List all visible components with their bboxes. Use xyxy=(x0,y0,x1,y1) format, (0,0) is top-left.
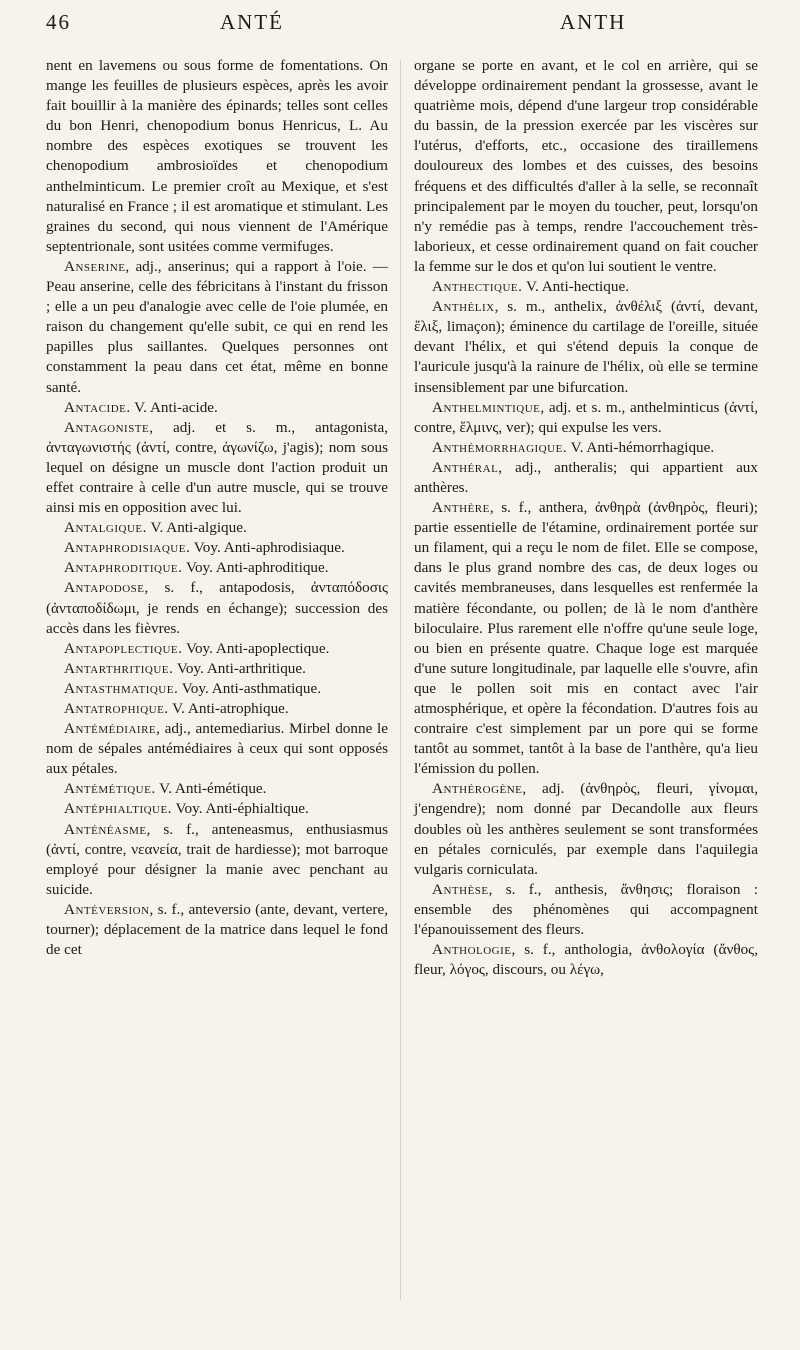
entry-headword: Anthémorrhagique. xyxy=(432,438,568,456)
entry-headword: Anthère xyxy=(432,499,490,517)
entry-text: V. Anti-hectique. xyxy=(522,278,630,296)
entry-text: V. Anti-émétique. xyxy=(155,780,267,798)
left-column xyxy=(46,56,388,960)
entry-headword: Anténéasme xyxy=(64,820,147,838)
dictionary-entry xyxy=(414,940,758,980)
entry-text: , adj. (ἀνθηρὸς, fleuri, γίνομαι, j'engendre); nom donné par Decandolle aux fleurs doubles où les anthères seulement se sont transformées en pétales corniculés, par exemple dans l'aquilegia vulgaris corniculata. xyxy=(414,780,758,878)
dictionary-entry xyxy=(46,639,388,659)
dictionary-entry xyxy=(414,297,758,397)
entry-headword: Antaphrodisiaque. xyxy=(64,539,191,557)
dictionary-entry xyxy=(414,56,758,277)
running-head-right: ANTH xyxy=(560,10,627,34)
entry-headword: Antatrophique. xyxy=(64,700,169,717)
entry-text: , s. f., anteversio (ante, devant, vertere, tourner); déplacement de la matrice dans lequel le fond de cet xyxy=(46,900,388,959)
dictionary-entry xyxy=(46,699,388,719)
column-divider xyxy=(400,60,401,1300)
dictionary-entry xyxy=(46,418,388,518)
dictionary-entry xyxy=(46,659,388,679)
entry-text: Voy. Anti-asthmatique. xyxy=(178,679,322,697)
entry-text: , adj., antemediarius. Mirbel donne le nom de sépales antémédiaires à ceux qui sont opposés aux pétales. xyxy=(46,720,388,778)
dictionary-entry xyxy=(46,257,388,398)
dictionary-entry xyxy=(414,398,758,438)
dictionary-entry xyxy=(46,558,388,578)
entry-text: , adj., anserinus; qui a rapport à l'oie. — Peau anserine, celle des fébricitans à l'instant du frisson ; elle a un peu d'analogie avec celle de l'oie plumée, en raison du changement qu'elle subit, ce qui en rend les papilles plus saillantes. Quelques personnes ont constamment la peau dans cet état, même en bonne santé. xyxy=(46,257,388,396)
entry-headword: Antacide. xyxy=(64,398,131,416)
dictionary-entry xyxy=(414,779,758,879)
entry-text: Voy. Anti-apoplectique. xyxy=(182,639,330,657)
entry-headword: Antaphroditique. xyxy=(64,559,183,577)
entry-text: , adj., antheralis; qui appartient aux anthères. xyxy=(414,458,758,496)
entry-headword: Anthèse xyxy=(432,880,489,898)
entry-headword: Anthologie xyxy=(432,941,512,959)
entry-headword: Antapoplectique. xyxy=(64,639,183,657)
entry-text: , s. f., antapodosis, ἀνταπόδοσις (ἀνταποδίδωμι, je rends en échange); succession des accès dans les fièvres. xyxy=(46,579,388,637)
entry-text: V. Anti-acide. xyxy=(130,398,218,416)
running-head-left: ANTÉ xyxy=(220,10,284,34)
dictionary-entry xyxy=(414,438,758,458)
entry-text: , s. f., anthera, ἀνθηρὰ (ἀνθηρὸς, fleuri); partie essentielle de l'étamine, ordinairement portée sur un filament, qui a reçu le nom de filet. Elle se compose, dans le plus grand nombre des cas, de deux loges ou cavités membraneuses, dans lesquelles est renfermée la matière fécondante, ou pollen; de là le nom d'anthère biloculaire. Plus rarement elle n'offre qu'une seule loge, ou bien en présente quatre. Chaque loge est marquée d'une suture longitudinale, par laquelle elle s'ouvre, afin que le pollen soit mis en contact avec l'air atmosphérique, et opère la fécondation. D'autres fois au contraire c'est simplement par un pore qui se forme tantôt au sommet, tantôt à la base de l'anthère, qu'a lieu l'émission du pollen. xyxy=(414,499,758,778)
entry-text: V. Anti-algique. xyxy=(146,519,247,537)
entry-text: , s. f., anthologia, ἀνθολογία (ἄνθος, fleur, λόγος, discours, ou λέγω, xyxy=(414,941,758,979)
entry-headword: Antéphialtique. xyxy=(64,800,173,818)
entry-text: Voy. Anti-arthritique. xyxy=(173,659,306,677)
entry-headword: Anserine xyxy=(64,257,126,275)
dictionary-entry xyxy=(414,277,758,297)
entry-headword: Antémédiaire xyxy=(64,720,157,738)
page-number: 46 xyxy=(46,10,71,34)
entry-text: organe se porte en avant, et le col en arrière, qui se développe ordinairement pendant la grossesse, avant le quatrième mois, dépend d'une largeur trop considérable du bassin, de la pression exercée par les viscères sur l'utérus, d'efforts, etc., occasione des tiraillemens douloureux des lombes et des cuisses, des besoins fréquens et des difficultés d'aller à la selle, se reconnaît principalement par le moyen du toucher, peut, lorsqu'on n'y remédie pas à temps, rendre l'accouchement très-laborieux, et cesse ordinairement quand on fait coucher la femme sur le dos et qu'on lui soutient le ventre. xyxy=(414,57,758,275)
dictionary-entry xyxy=(46,799,388,819)
dictionary-entry xyxy=(414,458,758,498)
entry-text: V. Anti-atrophique. xyxy=(168,700,289,717)
dictionary-entry xyxy=(46,518,388,538)
entry-text: Voy. Anti-éphialtique. xyxy=(172,800,309,818)
entry-text: , s. f., anthesis, ἄνθησις; floraison : ensemble des phénomènes qui accompagnent l'épanouissement des fleurs. xyxy=(414,880,758,939)
right-column xyxy=(414,56,758,980)
dictionary-entry xyxy=(46,820,388,900)
entry-headword: Anthectique. xyxy=(432,278,523,296)
entry-text: , adj. et s. m., antagonista, ἀνταγωνιστής (ἀντί, contre, ἀγωνίζω, j'agis); nom sous lequel on désigne un muscle dont l'action produit un effet contraire à celle d'un autre muscle, qui se trouve ainsi mis en opposition avec lui. xyxy=(46,418,388,517)
entry-text: Voy. Anti-aphroditique. xyxy=(182,559,329,577)
entry-text: Voy. Anti-aphrodisiaque. xyxy=(190,539,345,557)
entry-text: V. Anti-hémorrhagique. xyxy=(567,438,715,456)
entry-headword: Anthérogène xyxy=(432,780,523,798)
entry-headword: Antagoniste xyxy=(64,418,150,436)
dictionary-entry xyxy=(46,900,388,960)
dictionary-entry xyxy=(414,880,758,940)
entry-headword: Antapodose xyxy=(64,579,145,597)
entry-headword: Antalgique. xyxy=(64,519,147,537)
dictionary-entry xyxy=(46,538,388,558)
dictionary-entry xyxy=(46,719,388,779)
entry-text: nent en lavemens ou sous forme de fomentations. On mange les feuilles de plusieurs espèces, après les avoir fait bouillir à la manière des épinards; telles sont celles du bon Henri, chenopodium bonus Henricus, L. Au nombre des espèces exotiques se trouvent les chenopodium ambrosioïdes et chenopodium anthelminticum. Le premier croît au Mexique, et s'est naturalisé en France ; il est aromatique et stimulant. Les graines du second, qui nous viennent de l'Amérique septentrionale, sont usitées comme vermifuges. xyxy=(46,57,388,255)
dictionary-entry xyxy=(46,578,388,638)
dictionary-entry xyxy=(46,679,388,699)
entry-headword: Antéversion xyxy=(64,900,150,918)
entry-text: , adj. et s. m., anthelminticus (ἀντί, contre, ἕλμινς, ver); qui expulse les vers. xyxy=(414,398,758,436)
entry-headword: Antasthmatique. xyxy=(64,679,179,697)
dictionary-entry xyxy=(46,779,388,799)
dictionary-entry xyxy=(46,398,388,418)
entry-text: , s. f., anteneasmus, enthusiasmus (ἀντί, contre, νεανεία, trait de hardiesse); mot barroque employé pour désigner la manie avec penchant au suicide. xyxy=(46,820,388,898)
entry-text: , s. m., anthelix, ἀνθέλιξ (ἀντί, devant, ἕλιξ, limaçon); éminence du cartilage de l'oreille, située devant l'hélix, et qui s'étend depuis la conque de l'auricule jusqu'à la rainure de l'hélix, où elle se termine insensiblement par une bifurcation. xyxy=(414,298,758,396)
entry-headword: Anthélix xyxy=(432,298,495,316)
dictionary-entry xyxy=(46,56,388,257)
dictionary-entry xyxy=(414,498,758,779)
entry-headword: Anthéral xyxy=(432,458,499,476)
entry-headword: Antémétique. xyxy=(64,780,156,798)
entry-headword: Anthelmintique xyxy=(432,398,541,416)
entry-headword: Antarthritique. xyxy=(64,659,174,677)
